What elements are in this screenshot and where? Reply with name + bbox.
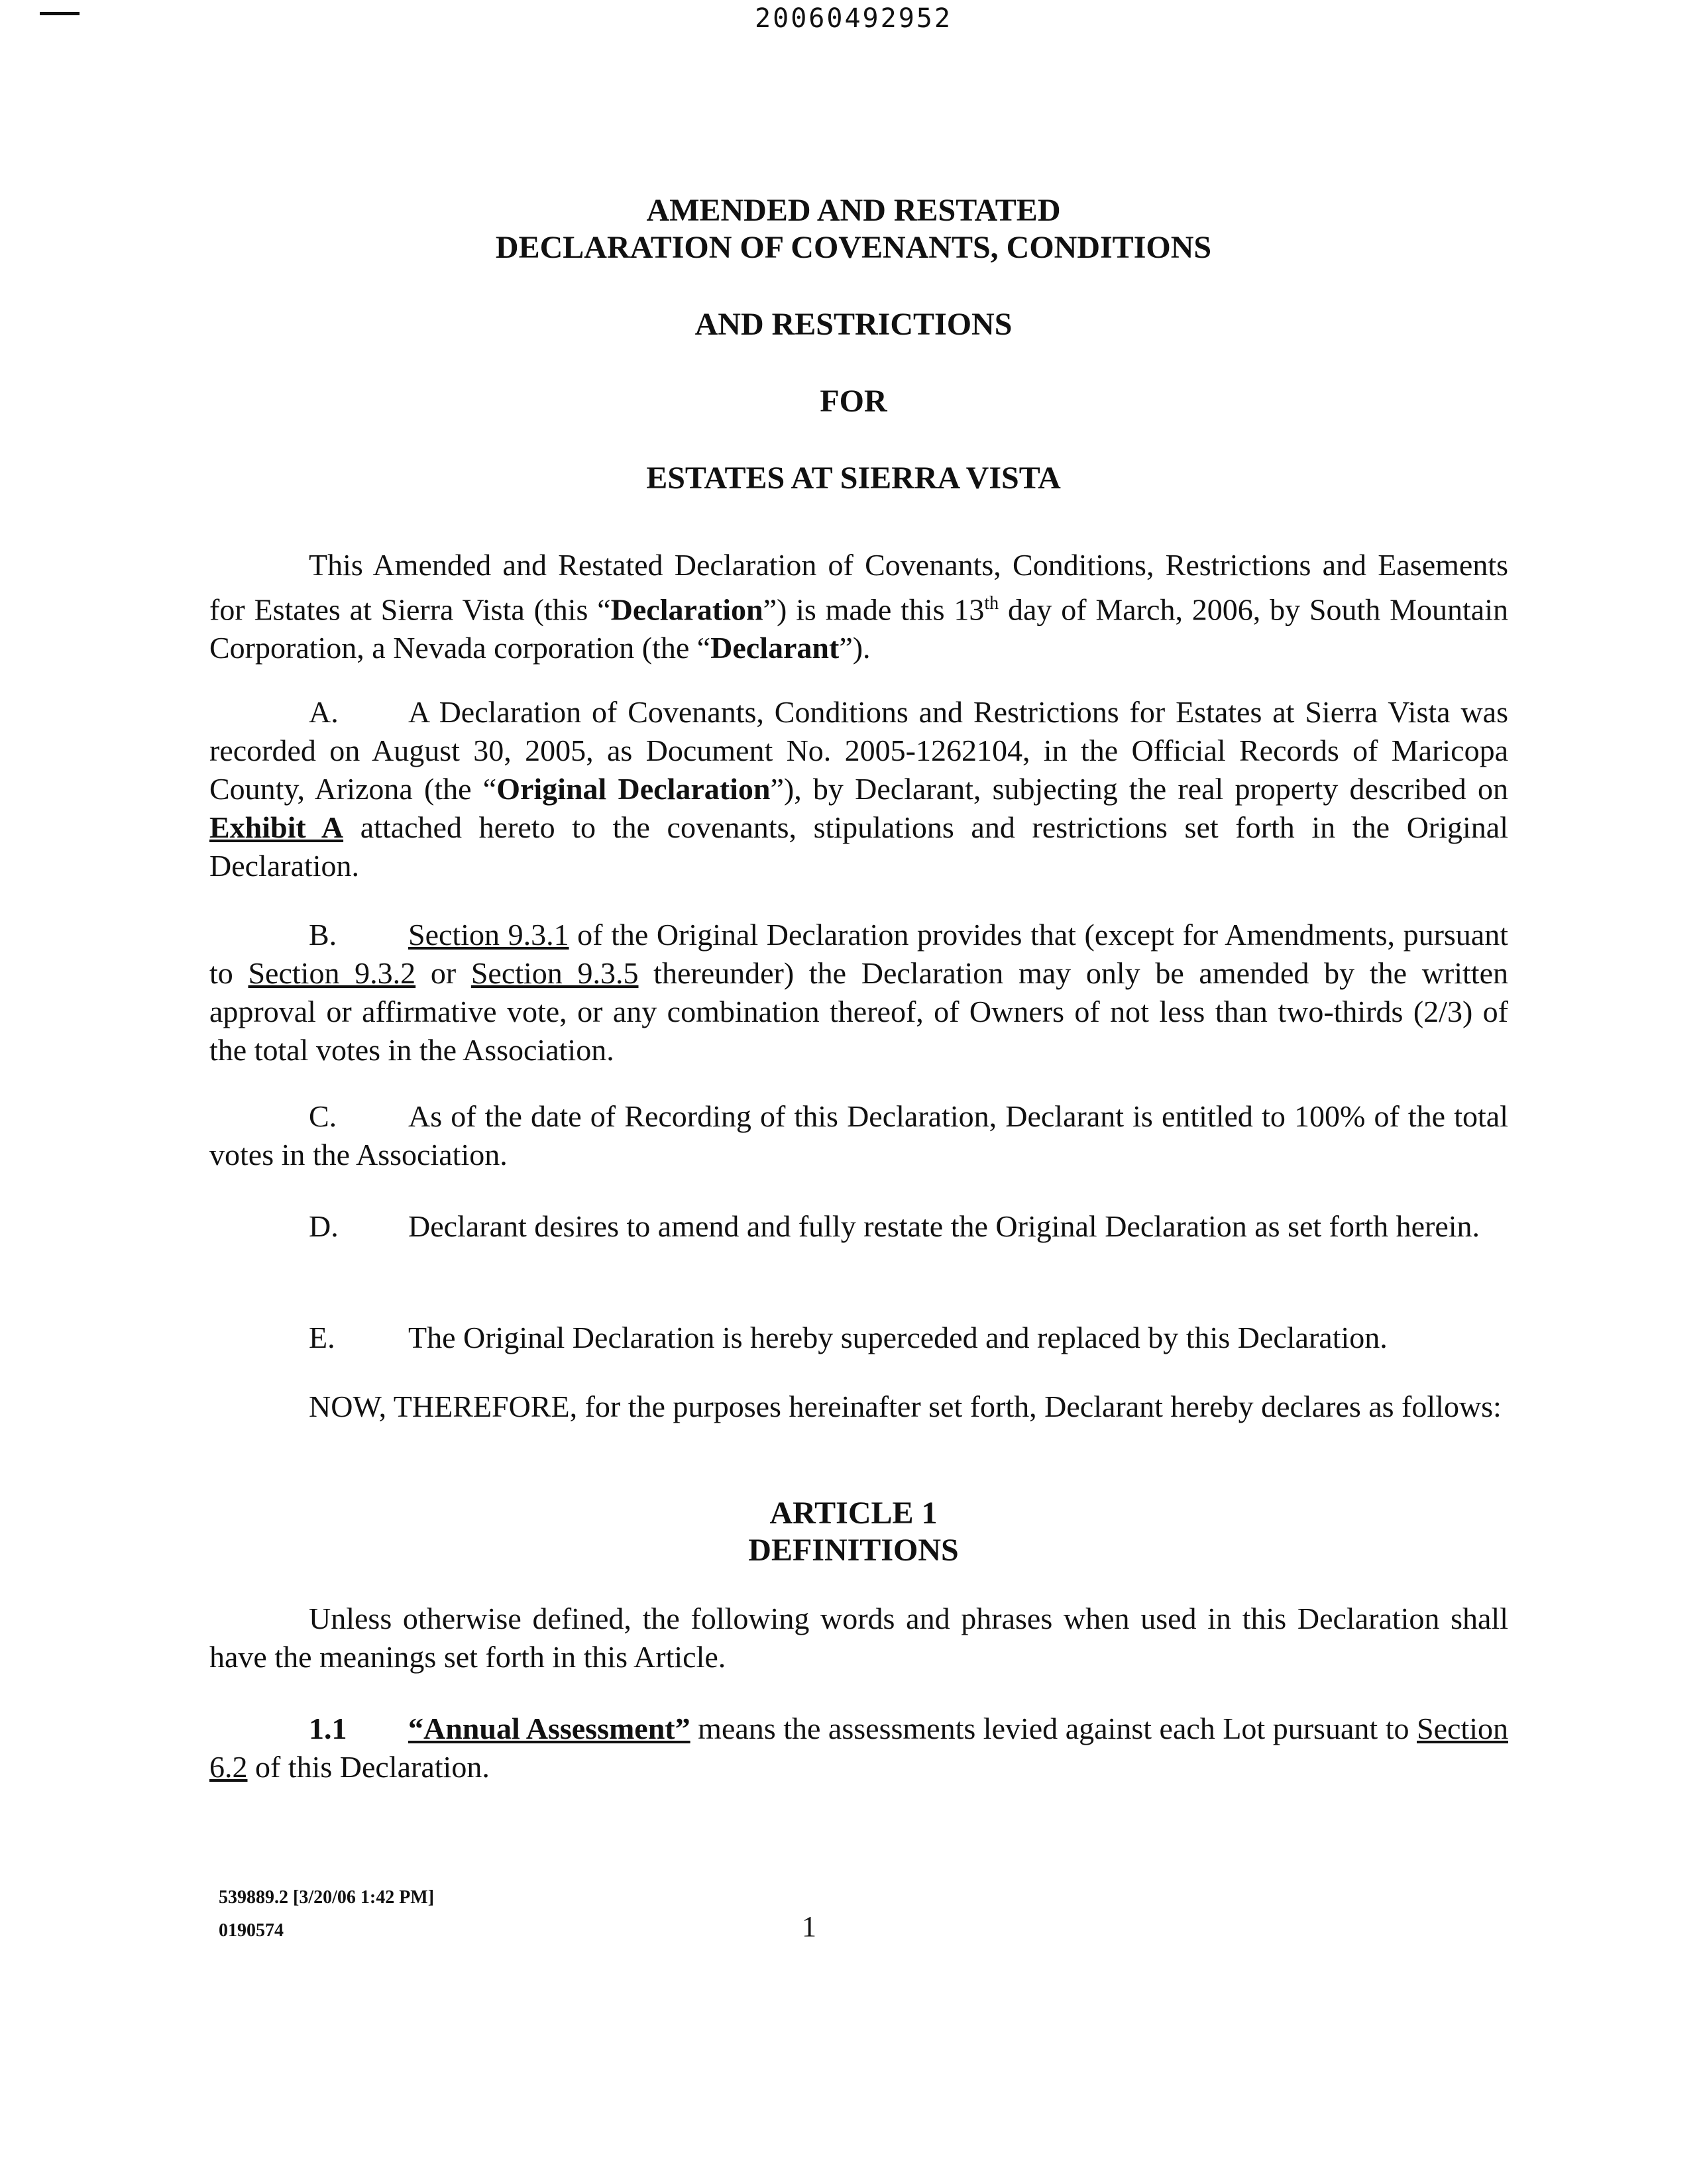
- title-line-2: DECLARATION OF COVENANTS, CONDITIONS: [495, 230, 1212, 265]
- title-line-5: ESTATES AT SIERRA VISTA: [646, 461, 1061, 496]
- page-number: 1: [802, 1910, 816, 1943]
- title-line-1: AMENDED AND RESTATED: [646, 193, 1061, 228]
- footer-client-id: 0190574: [219, 1920, 284, 1941]
- title-line-3: AND RESTRICTIONS: [694, 307, 1013, 342]
- article-number: ARTICLE 1: [769, 1496, 938, 1531]
- recital-b: B. Section 9.3.1 of the Original Declaration provides that (except for Amendments, pursuant to Section 9.3.2 or Section 9.3.5 thereunder) the Declaration may only be amended by the written approval or affirmative vote, or any combination thereof, of Owners of not less than two-thirds (2/3) of the total votes in the Association.: [209, 918, 1508, 1067]
- article-heading: DEFINITIONS: [748, 1533, 959, 1568]
- title-line-4: FOR: [820, 384, 887, 419]
- recording-number: 20060492952: [755, 3, 952, 34]
- recital-d: D. Declarant desires to amend and fully restate the Original Declaration as set forth herein.: [309, 1209, 1480, 1243]
- recital-c: C. As of the date of Recording of this Declaration, Declarant is entitled to 100% of the total votes in the Association.: [209, 1099, 1508, 1172]
- recital-e: E. The Original Declaration is hereby superceded and replaced by this Declaration.: [309, 1321, 1388, 1354]
- article-intro-paragraph: Unless otherwise defined, the following words and phrases when used in this Declaration shall have the meanings set forth in this Article.: [209, 1602, 1508, 1674]
- footer-document-id: 539889.2 [3/20/06 1:42 PM]: [219, 1887, 435, 1908]
- definition-1-1: 1.1 “Annual Assessment” means the assessments levied against each Lot pursuant to Section 6.2 of this Declaration.: [209, 1712, 1508, 1784]
- recital-a: A. A Declaration of Covenants, Conditions and Restrictions for Estates at Sierra Vista was recorded on August 30, 2005, as Document No. 2005-1262104, in the Official Records of Maricopa County, Arizona (the “Original Declaration”), by Declarant, subjecting the real property described on Exhibit A attached hereto to the covenants, stipulations and restrictions set forth in the Original Declaration.: [209, 695, 1509, 883]
- intro-paragraph: This Amended and Restated Declaration of Covenants, Conditions, Restrictions and Easements for Estates at Sierra Vista (this “Declaration”) is made this 13th day of March, 2006, by South Mountain Corporation, a Nevada corporation (the “Declarant”).: [209, 548, 1508, 665]
- now-therefore-paragraph: NOW, THEREFORE, for the purposes hereinafter set forth, Declarant hereby declares as follows:: [309, 1390, 1502, 1423]
